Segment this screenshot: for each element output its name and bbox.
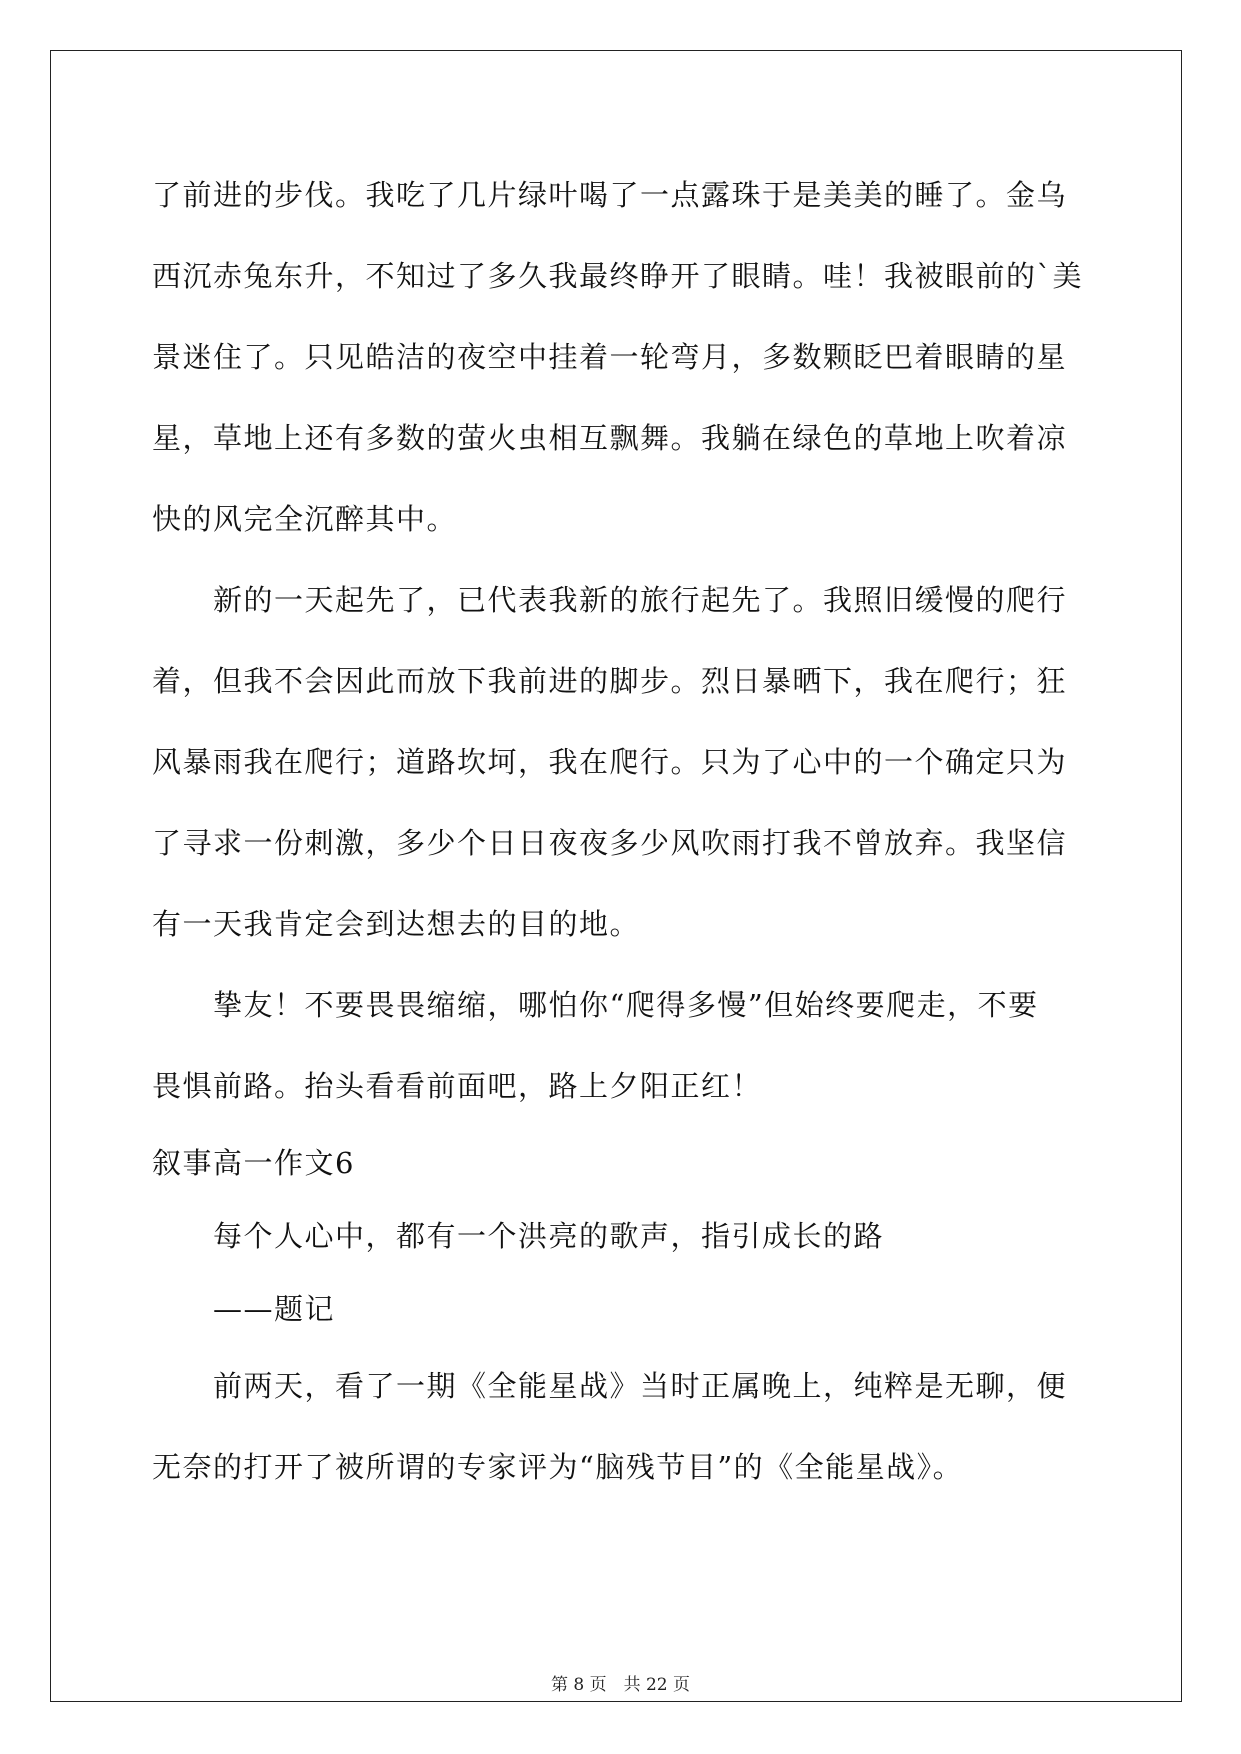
text-line: 了寻求一份刺激，多少个日日夜夜多少风吹雨打我不曾放弃。我坚信: [152, 826, 1068, 860]
page-number: 第 8 页 共 22 页: [550, 1675, 691, 1695]
section-heading: 叙事高一作文6: [152, 1146, 355, 1180]
text-line: 无奈的打开了被所谓的专家评为“脑残节目”的《全能星战》。: [152, 1450, 964, 1484]
text-line: 景迷住了。只见皓洁的夜空中挂着一轮弯月，多数颗眨巴着眼睛的星: [152, 340, 1068, 374]
text-line: 西沉赤兔东升，不知过了多久我最终睁开了眼睛。哇！我被眼前的`美: [152, 259, 1084, 293]
text-line: 新的一天起先了，已代表我新的旅行起先了。我照旧缓慢的爬行: [213, 583, 1068, 617]
text-line: 畏惧前路。抬头看看前面吧，路上夕阳正红！: [152, 1069, 763, 1103]
text-line: 着，但我不会因此而放下我前进的脚步。烈日暴晒下，我在爬行；狂: [152, 664, 1068, 698]
text-line: ——题记: [213, 1292, 336, 1326]
document-body: [152, 155, 1084, 1508]
text-line: 前两天，看了一期《全能星战》当时正属晚上，纯粹是无聊，便: [213, 1369, 1068, 1403]
text-line: 挚友！不要畏畏缩缩，哪怕你“爬得多慢”但始终要爬走，不要: [213, 988, 1039, 1022]
text-line: 了前进的步伐。我吃了几片绿叶喝了一点露珠于是美美的睡了。金乌: [152, 178, 1068, 212]
text-line: 每个人心中，都有一个洪亮的歌声，指引成长的路: [213, 1219, 885, 1253]
text-line: 快的风完全沉醉其中。: [152, 502, 458, 536]
text-line: 星，草地上还有多数的萤火虫相互飘舞。我躺在绿色的草地上吹着凉: [152, 421, 1068, 455]
text-line: 有一天我肯定会到达想去的目的地。: [152, 907, 641, 941]
text-line: 风暴雨我在爬行；道路坎坷，我在爬行。只为了心中的一个确定只为: [152, 745, 1068, 779]
